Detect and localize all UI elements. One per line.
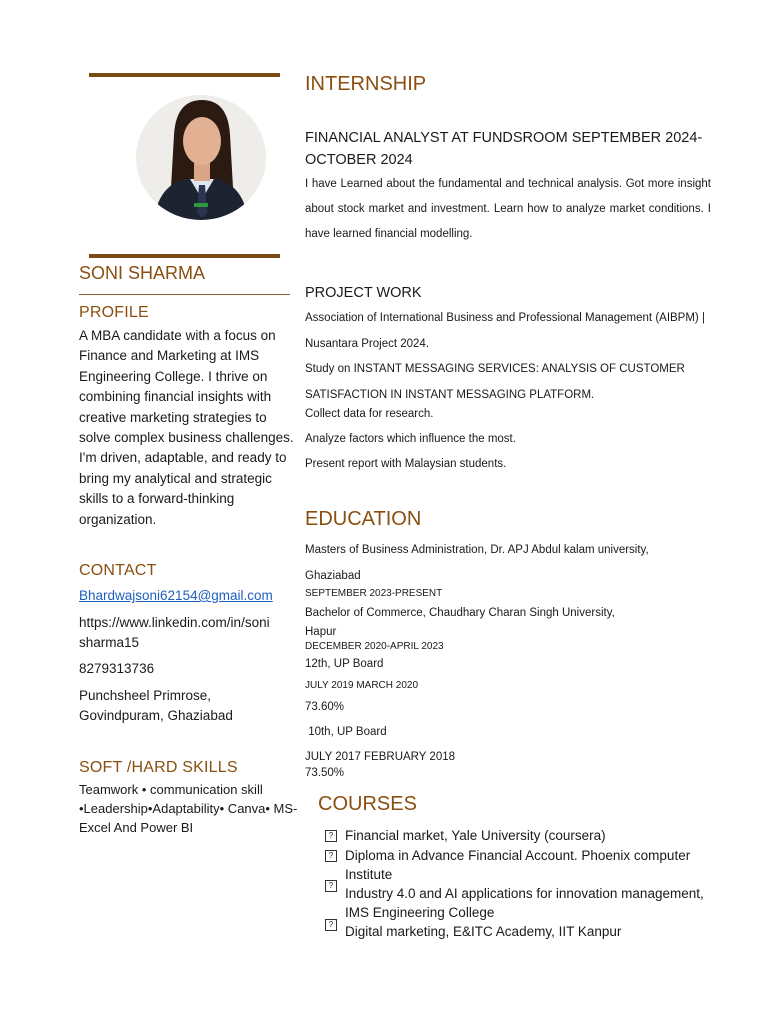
mid-left-bar xyxy=(89,254,280,258)
education-12th-score: 73.60% xyxy=(305,701,345,713)
project-heading: PROJECT WORK xyxy=(305,285,422,301)
education-12th-date: JULY 2019 MARCH 2020 xyxy=(305,680,419,691)
bullet-box-icon: ? xyxy=(325,830,337,842)
project-line-3: Collect data for research. xyxy=(305,408,434,420)
project-line-4: Analyze factors which influence the most. xyxy=(305,433,516,445)
education-10th-score: 73.50% xyxy=(305,767,345,779)
education-10th: 10th, UP Board xyxy=(305,726,387,738)
education-12th: 12th, UP Board xyxy=(305,658,384,670)
internship-heading: INTERNSHIP xyxy=(305,73,427,95)
contact-heading: CONTACT xyxy=(79,562,157,579)
internship-title: FINANCIAL ANALYST AT FUNDSROOM SEPTEMBER 2024-OCTOBER 2024 xyxy=(305,130,703,168)
address: Punchsheel Primrose, Govindpuram, Ghaziabad xyxy=(79,688,233,724)
skills-heading: SOFT /HARD SKILLS xyxy=(79,759,238,776)
course-item-4: Digital marketing, E&ITC Academy, IIT Kanpur xyxy=(345,924,622,939)
person-photo-icon xyxy=(136,95,266,220)
course-item-1: Financial market, Yale University (coursera) xyxy=(345,828,606,843)
name-rule xyxy=(79,294,290,295)
project-line-1: Association of International Business and Professional Management (AIBPM) | Nusantara Project 2024. xyxy=(305,312,705,350)
bullet-box-icon: ? xyxy=(325,880,337,892)
courses-heading: COURSES xyxy=(318,793,417,815)
education-bcom: Bachelor of Commerce, Chaudhary Charan Singh University, Hapur xyxy=(305,607,615,638)
education-10th-date: JULY 2017 FEBRUARY 2018 xyxy=(305,751,456,763)
email-link[interactable]: Bhardwajsoni62154@gmail.com xyxy=(79,588,273,603)
candidate-name: SONI SHARMA xyxy=(79,263,206,283)
linkedin-url: https://www.linkedin.com/in/soni sharma15 xyxy=(79,615,270,651)
education-mba-date: SEPTEMBER 2023-PRESENT xyxy=(305,588,443,599)
education-bcom-date: DECEMBER 2020-APRIL 2023 xyxy=(305,641,444,652)
education-mba: Masters of Business Administration, Dr. APJ Abdul kalam university, Ghaziabad xyxy=(305,544,649,582)
phone-number: 8279313736 xyxy=(79,661,155,676)
course-item-2: Diploma in Advance Financial Account. Phoenix computer Institute xyxy=(345,848,691,882)
top-left-bar xyxy=(89,73,280,77)
project-line-5: Present report with Malaysian students. xyxy=(305,458,507,470)
profile-photo xyxy=(136,95,266,220)
bullet-box-icon: ? xyxy=(325,850,337,862)
profile-heading: PROFILE xyxy=(79,304,149,321)
course-item-3: Industry 4.0 and AI applications for innovation management, IMS Engineering College xyxy=(345,886,704,920)
project-line-2: Study on INSTANT MESSAGING SERVICES: ANALYSIS OF CUSTOMER SATISFACTION IN INSTANT MESSAGING PLATFORM. xyxy=(305,363,685,401)
bullet-box-icon: ? xyxy=(325,919,337,931)
education-heading: EDUCATION xyxy=(305,508,422,530)
skills-text: Teamwork • communication skill •Leadership•Adaptability• Canva• MS-Excel And Power BI xyxy=(79,782,298,835)
internship-text: I have Learned about the fundamental and technical analysis. Got more insight about stock market and investment. Learn how to analyze market conditions. I have learned financial modelling. xyxy=(305,178,711,240)
profile-text: A MBA candidate with a focus on Finance and Marketing at IMS Engineering College. I thrive on combining financial insights with creative marketing strategies to solve complex business challenges. I'm driven, adaptable, and ready to bring my analytical and strategic skills to a forward-thinking organization. xyxy=(79,328,294,527)
